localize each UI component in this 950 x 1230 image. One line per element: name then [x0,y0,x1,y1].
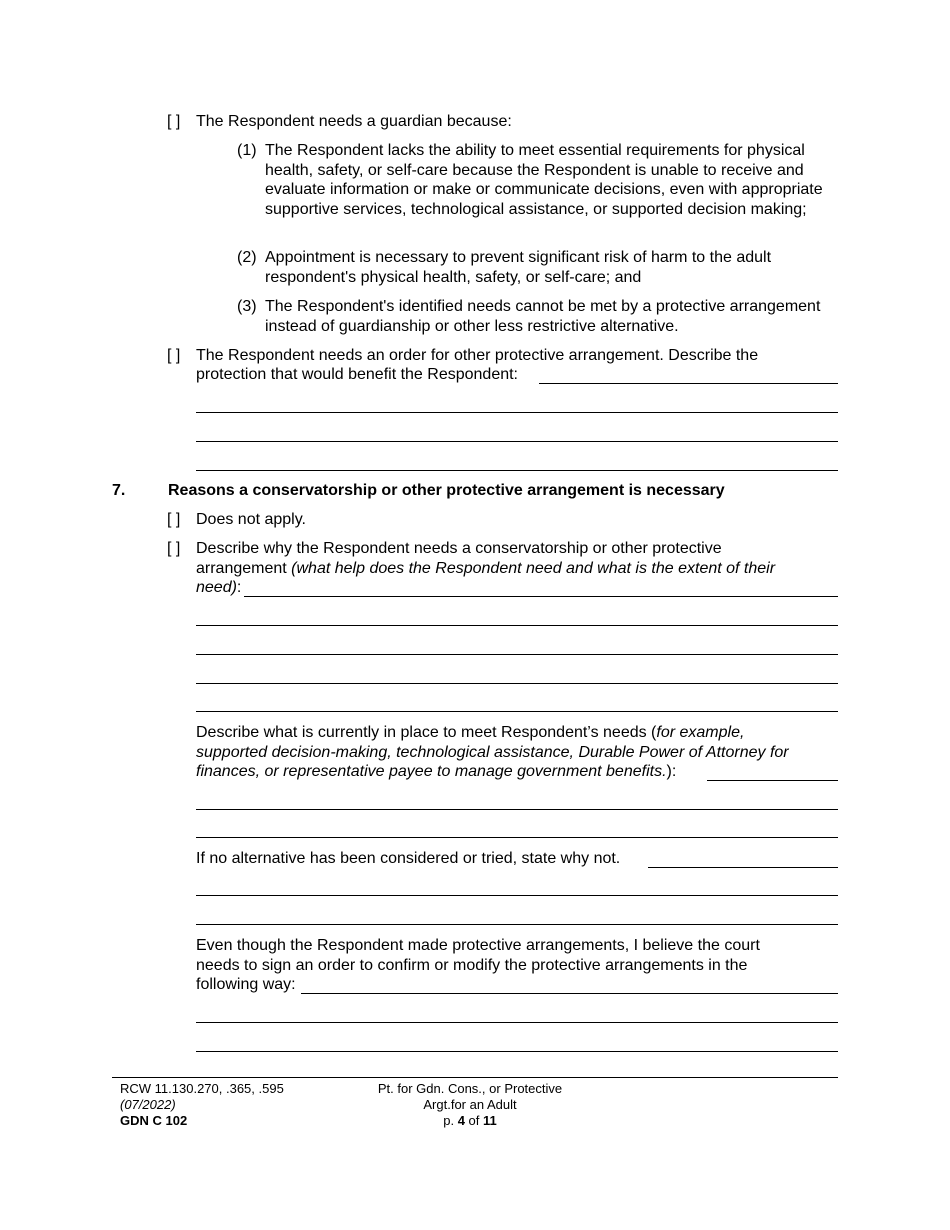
current-arrangements-answer-line[interactable] [196,837,838,838]
describe-need-checkbox[interactable]: [ ] [167,540,181,557]
current-arrangements-line3-italic: finances, or representative payee to manage government benefits. [196,763,667,780]
footer-divider [112,1077,838,1078]
guardian-item-number: (1) [237,142,257,159]
guardian-item-number: (3) [237,298,257,315]
no-alternative-prompt: If no alternative has been considered or tried, state why not. [196,850,621,867]
section-number: 7. [112,482,126,499]
modify-arrangements-answer-line[interactable] [196,1051,838,1052]
other-protective-text-line1: The Respondent needs an order for other protective arrangement. Describe the [196,347,759,364]
current-arrangements-answer-line[interactable] [707,780,838,781]
footer-title-line2: Argt.for an Adult [423,1097,517,1112]
current-arrangements-answer-line[interactable] [196,809,838,810]
other-protective-answer-line[interactable] [539,383,838,384]
current-arrangements-line1 [196,723,838,743]
no-alternative-answer-line[interactable] [196,895,838,896]
current-arrangements-line2-italic: supported decision-making, technological assistance, Durable Power of Attorney for [196,744,789,761]
describe-need-answer-line[interactable] [196,625,838,626]
other-protective-text-line2: protection that would benefit the Respondent: [196,366,518,383]
guardian-item-number: (2) [237,249,257,266]
current-arrangements-line3-plain: ): [666,763,677,780]
describe-need-answer-line[interactable] [196,654,838,655]
footer-rcw: RCW 11.130.270, .365, .595 [120,1081,284,1096]
footer-page-number [320,1113,620,1129]
modify-arrangements-line3: following way: [196,976,296,993]
current-arrangements-line1-plain: Describe what is currently in place to meet Respondent’s needs ( [196,724,657,741]
describe-need-line2 [196,559,838,579]
other-protective-answer-line[interactable] [196,470,838,471]
current-arrangements-line1-italic: for example, [656,724,745,741]
modify-arrangements-answer-line[interactable] [301,993,838,994]
no-alternative-answer-line[interactable] [196,924,838,925]
describe-need-answer-line[interactable] [196,711,838,712]
describe-need-line1: Describe why the Respondent needs a conservatorship or other protective [196,540,722,557]
modify-arrangements-line2: needs to sign an order to confirm or modify the protective arrangements in the [196,957,748,974]
modify-arrangements-answer-line[interactable] [196,1022,838,1023]
guardian-item-text: Appointment is necessary to prevent significant risk of harm to the adult respondent's physical health, safety, or self-care; and [265,249,772,286]
footer-page-current: 4 [457,1113,465,1128]
other-protective-answer-line[interactable] [196,441,838,442]
does-not-apply-checkbox[interactable]: [ ] [167,511,181,528]
footer-page-prefix: p. [443,1113,458,1128]
footer-form-id: GDN C 102 [120,1113,188,1128]
describe-need-line2-italic: (what help does the Respondent need and what is the extent of their [291,560,776,577]
describe-need-line3-plain: : [236,579,242,596]
does-not-apply-label: Does not apply. [196,511,306,528]
describe-need-line2-plain: arrangement [196,560,292,577]
section-title: Reasons a conservatorship or other protective arrangement is necessary [168,482,725,499]
no-alternative-answer-line[interactable] [648,867,838,868]
describe-need-answer-line[interactable] [196,683,838,684]
guardian-item-text: The Respondent's identified needs cannot be met by a protective arrangement instead of guardianship or other less restrictive alternative. [265,298,821,335]
other-protective-checkbox[interactable]: [ ] [167,347,181,364]
footer-page-of: of [464,1113,484,1128]
describe-need-line3 [196,578,241,598]
current-arrangements-line3 [196,762,838,782]
other-protective-answer-line[interactable] [196,412,838,413]
footer-title-line1: Pt. for Gdn. Cons., or Protective [377,1081,563,1096]
footer-page-total: 11 [483,1113,497,1128]
describe-need-answer-line[interactable] [244,596,838,597]
guardian-item-text: The Respondent lacks the ability to meet essential requirements for physical health, safety, or self-care because the Respondent is unable to receive and evaluate information or make or communicate decisions, even with appropriate supportive services, technological assistance, or supported decision making; [265,142,823,218]
modify-arrangements-line1: Even though the Respondent made protective arrangements, I believe the court [196,937,760,954]
describe-need-line3-italic: need) [196,579,237,596]
footer-date: (07/2022) [120,1097,176,1112]
current-arrangements-line2 [196,743,838,763]
guardian-intro: The Respondent needs a guardian because: [196,113,512,130]
guardian-checkbox[interactable]: [ ] [167,113,181,130]
